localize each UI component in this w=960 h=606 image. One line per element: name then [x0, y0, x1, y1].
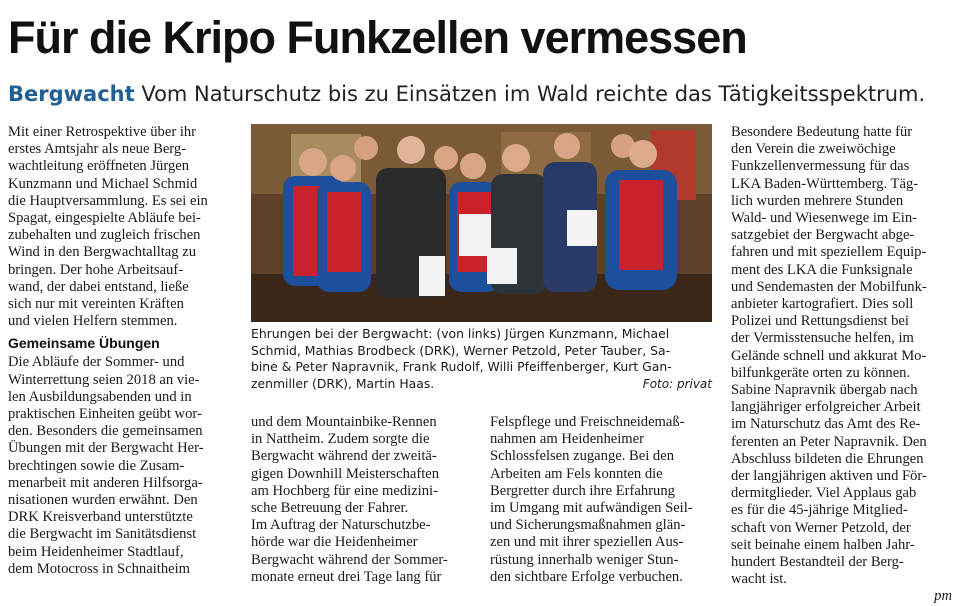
text-line: fahren und mit speziellem Equip- — [731, 244, 927, 261]
text-line: Abschluss bildeten die Ehrungen — [731, 450, 924, 467]
photo-credit: Foto: privat — [642, 376, 712, 391]
text-line: langjähriger erfolgreicher Arbeit — [731, 399, 921, 416]
text-line: den. Besonders die gemeinsamen — [8, 423, 203, 440]
text-line: menarbeit mit anderen Hilfsorga- — [8, 474, 203, 491]
text-line: Besondere Bedeutung hatte für — [731, 124, 913, 140]
text-line: erstes Amtsjahr als neue Berg- — [8, 141, 187, 158]
text-line: die Hauptversammlung. Es sei ein — [8, 192, 208, 209]
text-line: Bergwacht während der zweitä- — [251, 448, 437, 465]
text-line: ferenten an Peter Napravnik. Den — [731, 433, 927, 450]
photo-caption — [251, 326, 712, 392]
intro-paragraph — [8, 124, 241, 330]
text-line: Die Abläufe der Sommer- und — [8, 354, 185, 371]
text-line: dermitglieder. Viel Applaus gab — [731, 485, 917, 502]
text-line: schaft von Werner Petzold, der — [731, 519, 911, 536]
text-line: es für die 45-jährige Mitglied- — [731, 502, 908, 519]
text-line: Arbeiten am Fels konnten die — [490, 465, 663, 482]
text-line: Gelände schnell und akkurat Mo- — [731, 347, 927, 364]
text-line: Spagat, eingespielte Abläufe bei- — [8, 210, 201, 227]
text-line: in Nattheim. Zudem sorgte die — [251, 431, 430, 448]
text-line: Felspflege und Freischneidemaß- — [490, 414, 685, 430]
text-line: den Verein die zweiwöchige — [731, 141, 896, 158]
text-line: brechtingen sowie die Zusam- — [8, 457, 185, 474]
text-line: Übungen mit der Bergwacht Her- — [8, 440, 204, 457]
text-line: Bergwacht während der Sommer- — [251, 551, 448, 568]
section-heading: Gemeinsame Übungen — [8, 335, 160, 352]
text-line: Kunzmann und Michael Schmid — [8, 175, 198, 192]
text-line: ment des LKA die Funksignale — [731, 261, 913, 278]
text-line: dem Motocross in Schnaitheim — [8, 560, 190, 577]
text-line: praktischen Einheiten geübt wor- — [8, 406, 202, 423]
text-line: im Umgang mit aufwändigen Seil- — [490, 500, 693, 517]
text-line: Schlossfelsen zugange. Bei den — [490, 448, 674, 465]
column-2-paragraph — [251, 414, 471, 586]
text-line: und Sicherungsmaßnahmen glän- — [490, 517, 686, 534]
caption-line: zenmiller (DRK), Martin Haas. — [251, 375, 435, 391]
text-line: satzgebiet der Bergwacht abge- — [731, 227, 915, 244]
article-photo — [251, 124, 712, 322]
article-subheadline: Vom Naturschutz bis zu Einsätzen im Wald reichte das Tätigkeitsspektrum. — [141, 82, 926, 106]
text-line: den sichtbare Erfolge verbuchen. — [490, 568, 683, 585]
column-3-paragraph — [490, 414, 712, 586]
article-subheadline-row — [8, 80, 952, 108]
text-line: Im Auftrag der Naturschutzbe- — [251, 517, 431, 534]
text-line: beim Heidenheimer Stadtlauf, — [8, 543, 184, 560]
text-line: zen und mit ihrer speziellen Aus- — [490, 534, 684, 551]
text-line: Mit einer Retrospektive über ihr — [8, 124, 197, 140]
text-line: Wald- und Wiesenwege im Ein- — [731, 210, 918, 227]
text-line: und Sendemasten der Mobilfunk- — [731, 278, 927, 295]
text-line: wachtleitung eröffneten Jürgen — [8, 158, 190, 175]
text-line: Wind in den Bergwachtalltag zu — [8, 244, 196, 261]
text-line: lich wurden mehrere Stunden — [731, 192, 904, 209]
caption-text — [251, 326, 672, 391]
text-line: und vielen Helfern stemmen. — [8, 313, 178, 330]
text-line: bringen. Der hohe Arbeitsauf- — [8, 261, 184, 278]
text-line: hundert Bestandteil der Berg- — [731, 554, 904, 571]
text-line: zubehalten und zugleich frischen — [8, 227, 201, 244]
text-line: rüstung innerhalb weniger Stun- — [490, 551, 679, 568]
text-line: monate erneut drei Tage lang für — [251, 568, 442, 585]
text-line: der langjährigen aktiven und För- — [731, 468, 927, 485]
text-column-4 — [731, 124, 952, 606]
text-line: hörde war die Heidenheimer — [251, 534, 418, 551]
group-photo-illustration — [251, 124, 712, 322]
text-line: Bergretter durch ihre Erfahrung — [490, 482, 675, 499]
text-line: Funkzellenvermessung für das — [731, 158, 910, 175]
text-line: gigen Downhill Meisterschaften — [251, 465, 440, 482]
text-column-1 — [8, 124, 241, 578]
text-column-2 — [251, 414, 471, 586]
text-line: der Vermisstensuche helfen, im — [731, 330, 914, 347]
column-4-paragraph — [731, 124, 952, 588]
article-headline: Für die Kripo Funkzellen vermessen — [8, 12, 747, 63]
text-line: seit beinahe einem halben Jahr- — [731, 536, 915, 553]
text-line: sche Betreuung der Fahrer. — [251, 500, 409, 517]
text-line: und dem Mountainbike-Rennen — [251, 414, 437, 430]
text-line: sich nur mit vereinten Kräften — [8, 296, 184, 313]
text-line: LKA Baden-Württemberg. Täg- — [731, 175, 919, 192]
text-line: DRK Kreisverband unterstützte — [8, 509, 193, 526]
text-line: im Naturschutz das Amt des Re- — [731, 416, 921, 433]
text-line: nisationen wurden erwähnt. Den — [8, 492, 198, 509]
caption-line: Schmid, Mathias Brodbeck (DRK), Werner Petzold, Peter Tauber, Sa- — [251, 342, 671, 358]
text-line: Winterrettung seien 2018 an vie- — [8, 371, 200, 388]
article-kicker: Bergwacht — [8, 82, 135, 106]
text-line: nahmen am Heidenheimer — [490, 431, 644, 448]
text-column-3 — [490, 414, 712, 586]
text-line: wand, der dabei entstand, ließe — [8, 278, 189, 295]
caption-line: Ehrungen bei der Bergwacht: (von links) Jürgen Kunzmann, Michael — [251, 326, 670, 341]
caption-line: bine & Peter Napravnik, Frank Rudolf, Willi Pfeiffenberger, Kurt Gan- — [251, 359, 672, 374]
text-line: wacht ist. — [731, 571, 787, 588]
text-line: anbieter kartografiert. Dies soll — [731, 296, 914, 313]
text-line: die Bergwacht im Sanitätsdienst — [8, 526, 197, 543]
author-signature: pm — [934, 588, 952, 605]
text-line: bilfunkgeräte orten zu können. — [731, 364, 911, 381]
text-line: Sabine Napravnik übergab nach — [731, 382, 918, 399]
text-line: len Ausbildungsabenden und in — [8, 388, 192, 405]
text-line: Polizei und Rettungsdienst bei — [731, 313, 909, 330]
section-paragraph — [8, 354, 241, 578]
text-line: am Hochberg für eine medizini- — [251, 482, 438, 499]
